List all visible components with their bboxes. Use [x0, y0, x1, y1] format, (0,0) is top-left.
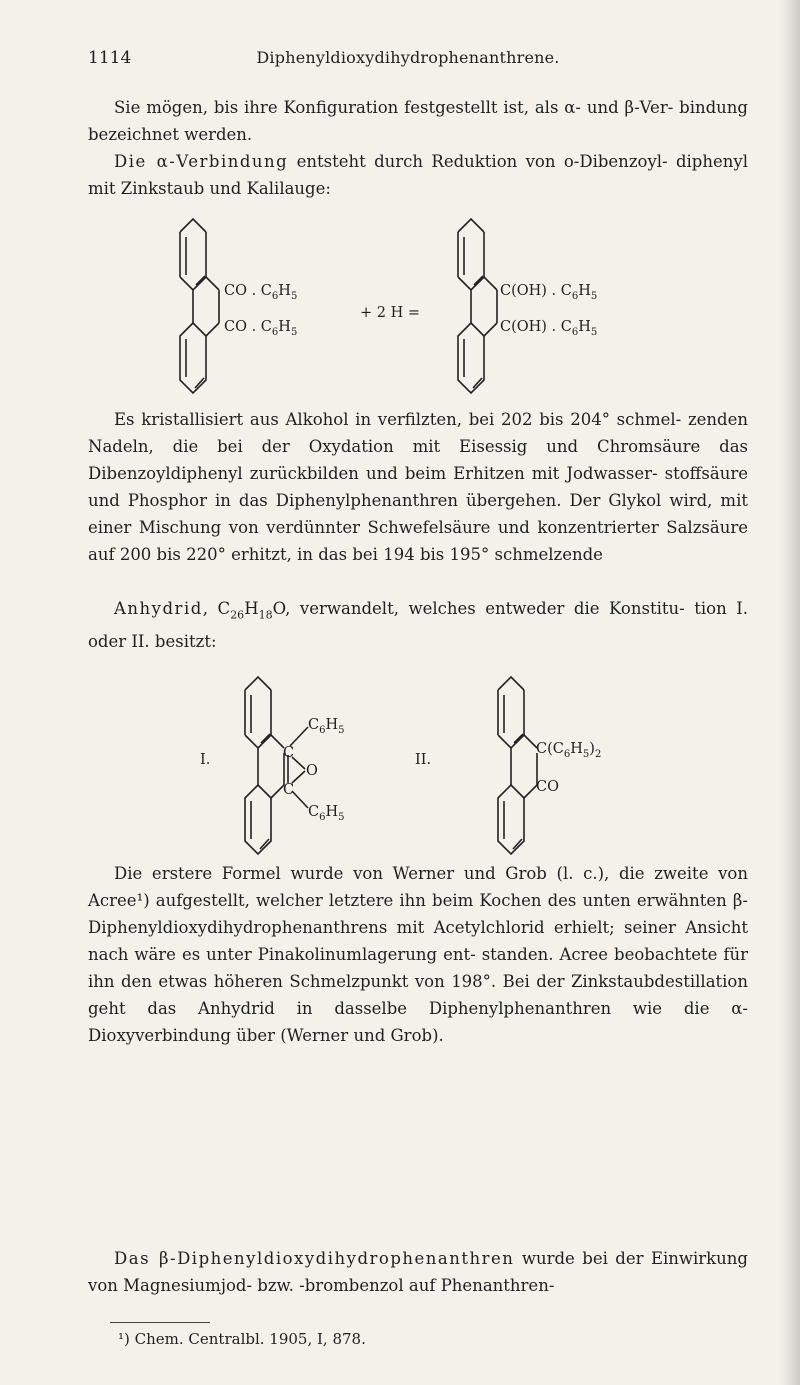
paragraph-2-text: entsteht durch Reduktion von o-Dibenzoyl- diphenyl mit Zinkstaub und Kalilauge: — [88, 152, 748, 198]
beta-compound-term: Das β-Diphenyldioxydihydrophenanthren — [114, 1249, 515, 1268]
structure-I-lower-carbon: C — [283, 782, 295, 798]
footnote: ¹) Chem. Centralbl. 1905, I, 878. — [118, 1330, 366, 1348]
paragraph-4: Anhydrid, $C_{26}H_{18}O$, verwandelt, welches entweder die Konstitu- tion I. oder II. besitzt: — [88, 599, 748, 652]
structure-II-diphenyl-carbon: $C(C_6H_5)_2$ — [536, 741, 602, 760]
structure-I-upper-carbon: C — [283, 745, 295, 761]
paragraph-5-text: Die erstere Formel wurde von Werner und Grob (l. c.), die zweite von Acree¹) aufgestellt, welcher letztere ihn beim Kochen des unten erwähnten β-Diphenyldioxydihydrophenanthrens mit Acetylchlorid erhielt; seiner Ansicht nach wäre es unter Pinakolinumlagerung ent- standen. Acree beobachtete für ihn den etwas höheren Schmelzpunkt von 198°. Bei der Zinkstaubdestillation geht das Anhydrid in dasselbe Diphenylphenanthren wie die α-Dioxyverbindung über (Werner und Grob). — [88, 864, 748, 1045]
right-biphenyl-structure — [458, 219, 497, 393]
page-number: 1114 — [88, 48, 132, 68]
left-bottom-substituent: CO . $C_6H_5$ — [224, 319, 298, 338]
page-edge-shadow — [780, 0, 800, 1385]
right-top-substituent: C(OH) . $C_6H_5$ — [500, 283, 598, 302]
paragraph-4-text: , verwandelt, welches entweder die Konstitu- tion I. oder II. besitzt: — [88, 599, 748, 652]
reduction-equation — [160, 205, 720, 409]
running-title: Diphenyldioxydihydrophenanthrene. — [256, 48, 560, 67]
alpha-compound-term: Die α-Verbindung — [114, 152, 289, 171]
paragraph-6 — [88, 1245, 748, 1299]
paragraph-1 — [88, 94, 748, 148]
structure-I-label: I. — [200, 752, 211, 768]
left-biphenyl-structure — [180, 219, 219, 393]
paragraph-3 — [88, 406, 748, 568]
page-header — [88, 48, 728, 72]
paragraph-2 — [88, 148, 748, 202]
structure-I-phenyl-bottom: $C_6H_5$ — [308, 804, 345, 823]
equation-operator: + 2 H = — [360, 305, 420, 321]
anhydride-term: Anhydrid — [114, 599, 203, 618]
footnote-rule — [110, 1322, 210, 1323]
structure-II-label: II. — [415, 752, 432, 768]
left-top-substituent: CO . $C_6H_5$ — [224, 283, 298, 302]
anhydride-structures — [200, 663, 620, 862]
structure-I-oxygen: O — [306, 763, 318, 779]
paragraph-3-text: Es kristallisiert aus Alkohol in verfilzten, bei 202 bis 204° schmel- zenden Nadeln, die bei der Oxydation mit Eisessig und Chromsäure das Dibenzoyldiphenyl zurückbilden und beim Erhitzen mit Jodwasser- stoffsäure und Phosphor in das Diphenylphenanthren übergehen. Der Glykol wird, mit einer Mischung von verdünnter Schwefelsäure und konzentrierter Salzsäure auf 200 bis 220° erhitzt, in das bei 194 bis 195° schmelzende — [88, 410, 748, 564]
paragraph-6-text: wurde bei der Einwirkung von Magnesiumjod- bzw. -brombenzol auf Phenanthren- — [88, 1249, 748, 1295]
structure-I-phenyl-top: $C_6H_5$ — [308, 717, 345, 736]
right-bottom-substituent: C(OH) . $C_6H_5$ — [500, 319, 598, 338]
structure-I — [245, 677, 308, 854]
paragraph-5 — [88, 860, 748, 1049]
structure-II — [498, 677, 537, 854]
paragraph-1-text: Sie mögen, bis ihre Konfiguration festgestellt ist, als α- und β-Ver- bindung bezeichnet werden. — [88, 98, 748, 144]
structure-II-carbonyl: CO — [536, 779, 559, 795]
